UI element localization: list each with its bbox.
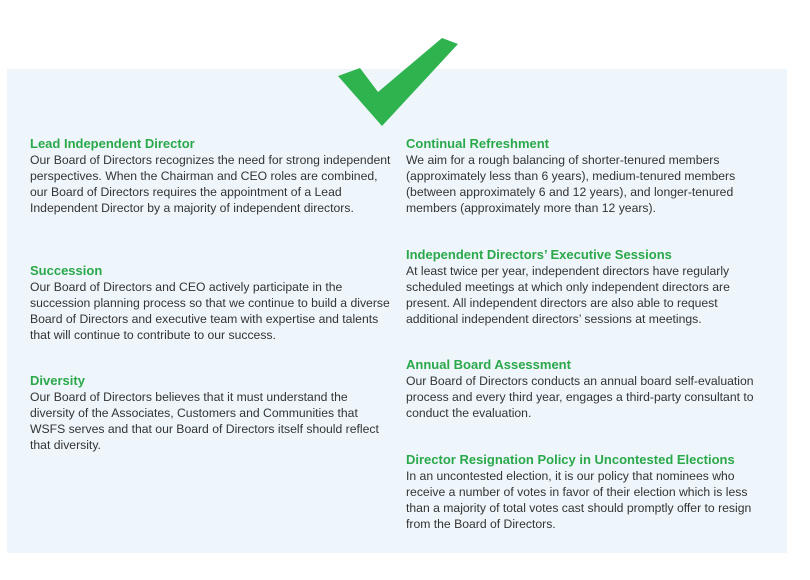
section-body: At least twice per year, independent directors have regularly scheduled meetings at which only independent directors are present. All independent directors are also able to request additional independent directors’ sessions at meetings. bbox=[406, 264, 730, 326]
section-heading: Director Resignation Policy in Uncontested Elections bbox=[406, 452, 735, 467]
section-body: Our Board of Directors and CEO actively participate in the succession planning process so that we continue to build a diverse Board of Directors and executive team with expertise and talents that will continue to contribute to our success. bbox=[30, 280, 390, 342]
section-body: Our Board of Directors recognizes the need for strong independent perspectives. When the Chairman and CEO roles are combined, our Board of Directors requires the appointment of a Lead Independent Director by a majority of independent directors. bbox=[30, 153, 391, 215]
section-succession bbox=[30, 263, 395, 343]
section-body: In an uncontested election, it is our policy that nominees who receive a number of votes in favor of their election which is less than a majority of total votes cast should promptly offer to resign from the Board of Directors. bbox=[406, 469, 752, 531]
section-heading: Succession bbox=[30, 263, 103, 278]
section-body: We aim for a rough balancing of shorter-tenured members (approximately less than 6 years), medium-tenured members (between approximately 6 and 12 years), and longer-tenured members (approximately more than 12 years). bbox=[406, 153, 736, 215]
section-body: Our Board of Directors believes that it must understand the diversity of the Associates, Customers and Communities that WSFS serves and that our Board of Directors itself should reflect that diversity. bbox=[30, 390, 379, 452]
section-heading: Continual Refreshment bbox=[406, 136, 550, 151]
section-diversity bbox=[30, 373, 395, 453]
section-director-resignation-policy bbox=[406, 452, 771, 532]
section-continual-refreshment bbox=[406, 136, 771, 216]
section-heading: Annual Board Assessment bbox=[406, 357, 571, 372]
section-annual-board-assessment bbox=[406, 357, 771, 421]
section-heading: Independent Directors’ Executive Sessions bbox=[406, 247, 672, 262]
section-heading: Lead Independent Director bbox=[30, 136, 195, 151]
section-body: Our Board of Directors conducts an annual board self-evaluation process and every third year, engages a third-party consultant to conduct the evaluation. bbox=[406, 374, 754, 420]
section-lead-independent-director bbox=[30, 136, 395, 216]
checkmark-icon bbox=[330, 34, 462, 129]
section-executive-sessions bbox=[406, 247, 771, 327]
section-heading: Diversity bbox=[30, 373, 85, 388]
